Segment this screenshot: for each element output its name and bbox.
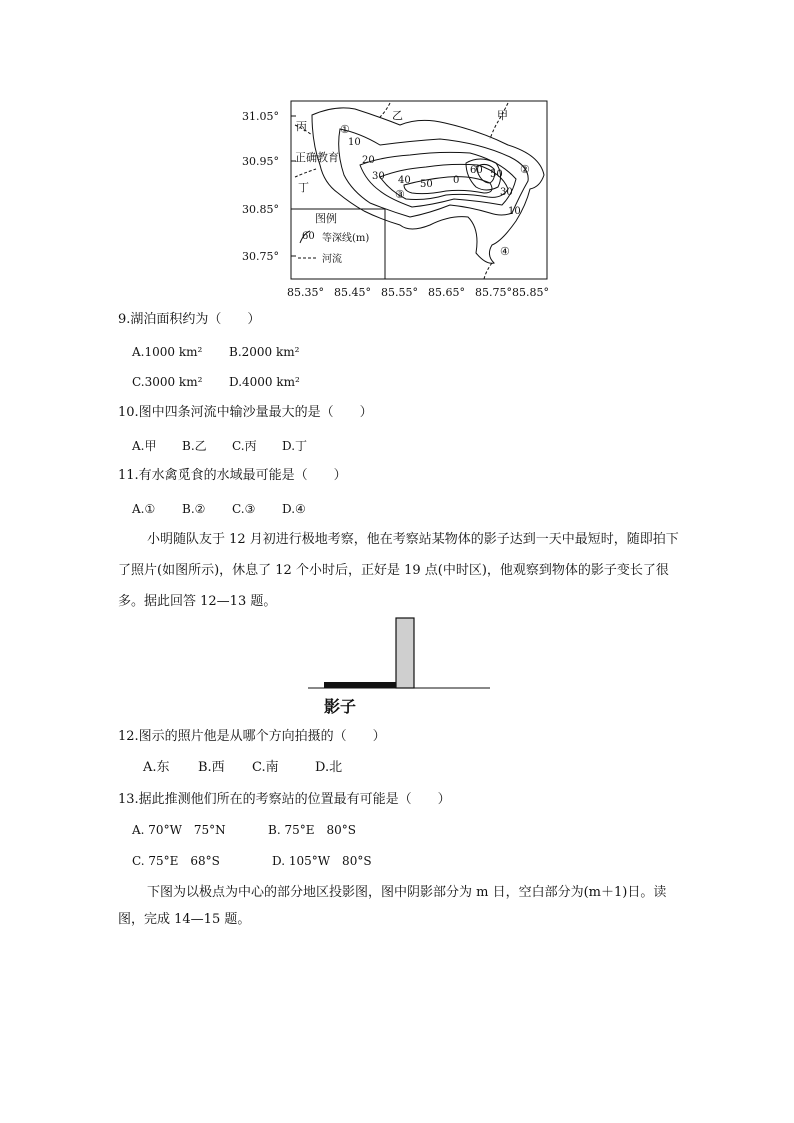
point-marker-3: ③ [395, 188, 405, 201]
q12-option-c: C.南 [252, 760, 279, 775]
lat-label: 30.95° [242, 155, 279, 168]
contour-label: 50 [490, 169, 503, 180]
contour-label: 10 [508, 206, 521, 217]
river-name-ding: 丁 [298, 181, 309, 194]
contour-label: 60 [470, 165, 483, 176]
lat-label: 30.85° [242, 203, 279, 216]
legend-box [291, 209, 385, 279]
lon-label: 85.45° [334, 286, 371, 299]
river-name-yi: 乙 [392, 109, 403, 122]
contour-label: 20 [362, 155, 375, 166]
object-pillar [396, 618, 414, 688]
q13-option-d: D. 105°W 80°S [272, 854, 372, 868]
legend-river-label: 河流 [322, 254, 342, 265]
q13-option-c: C. 75°E 68°S [132, 854, 220, 868]
intro-paragraph-14-15: 下图为以极点为中心的部分地区投影图，图中阴影部分为 m 日，空白部分为(m＋1)日。读图，完成 14—15 题。 [118, 885, 667, 927]
q9-option-c: C.3000 km² [132, 375, 203, 389]
q12-option-a: A.东 [143, 760, 170, 775]
point-marker-1: ① [340, 123, 350, 136]
question-11-stem: 11.有水禽觅食的水域最可能是（ ） [118, 468, 347, 483]
q11-option-b: B.② [182, 502, 206, 516]
shadow-bar [324, 682, 396, 688]
question-13-stem: 13.据此推测他们所在的考察站的位置最有可能是（ ） [118, 792, 451, 807]
river-4 [484, 263, 492, 279]
lon-label: 85.35° [287, 286, 324, 299]
question-10-stem: 10.图中四条河流中输沙量最大的是（ ） [118, 405, 373, 420]
river-ding [295, 169, 316, 177]
contour-label: 0 [453, 175, 460, 186]
contour-label: 30 [372, 171, 385, 182]
q11-option-d: D.④ [282, 502, 306, 516]
q11-option-c: C.③ [232, 502, 256, 516]
contour-label: 40 [398, 175, 411, 186]
river-name-bing: 丙 [296, 120, 307, 133]
shadow-figure [308, 614, 493, 718]
lake-contour-map [240, 95, 560, 305]
legend-title: 图例 [315, 212, 337, 225]
q12-option-b: B.西 [198, 760, 225, 775]
contour-40 [404, 177, 492, 194]
point-marker-2: ② [520, 163, 530, 176]
q11-option-a: A.① [132, 502, 156, 516]
q12-option-d: D.北 [315, 760, 343, 775]
q13-option-a: A. 70°W 75°N [132, 823, 226, 837]
shadow-caption: 影子 [324, 697, 357, 716]
contour-label: 30 [500, 187, 513, 198]
q13-option-b: B. 75°E 80°S [268, 823, 356, 837]
question-12-stem: 12.图示的照片他是从哪个方向拍摄的（ ） [118, 729, 386, 744]
lon-label: 85.65° [428, 286, 465, 299]
lon-label: 85.55° [381, 286, 418, 299]
q10-option-b: B.乙 [182, 439, 207, 453]
river-yi [380, 103, 390, 117]
legend-contour-value: 60 [302, 231, 315, 242]
contour-label: 10 [348, 137, 361, 148]
lat-label: 30.75° [242, 250, 279, 263]
q9-option-a: A.1000 km² [132, 345, 203, 359]
legend-contour-label: 等深线(m) [322, 233, 370, 244]
intro-paragraph-12-13: 小明随队友于 12 月初进行极地考察，他在考察站某物体的影子达到一天中最短时，随即拍下了照片(如图所示)，休息了 12 个小时后，正好是 19 点(中时区)，他观察到物体的影子变长了很多。据此回答 12—13 题。 [118, 532, 679, 609]
question-9-stem: 9.湖泊面积约为（ ） [118, 312, 261, 327]
q10-option-d: D.丁 [282, 439, 308, 453]
point-marker-4: ④ [500, 245, 510, 258]
lat-label: 31.05° [242, 110, 279, 123]
q10-option-c: C.丙 [232, 439, 257, 453]
river-name-jia: 甲 [497, 109, 508, 122]
q10-option-a: A.甲 [132, 439, 157, 453]
q9-option-d: D.4000 km² [229, 375, 300, 389]
lon-label: 85.85° [512, 286, 549, 299]
lon-label: 85.75° [475, 286, 512, 299]
contour-label: 50 [420, 179, 433, 190]
watermark-text: 正确教育 [295, 151, 339, 164]
q9-option-b: B.2000 km² [229, 345, 300, 359]
